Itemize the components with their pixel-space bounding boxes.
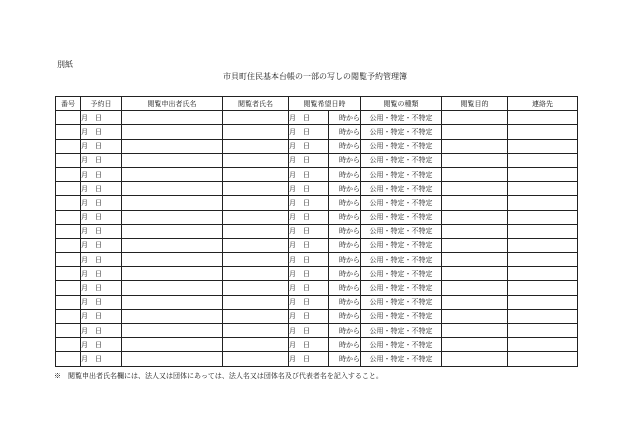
cell-contact [508, 253, 578, 267]
cell-number [56, 324, 81, 338]
column-header-viewing-type: 閲覧の種類 [361, 97, 442, 111]
cell-number [56, 309, 81, 323]
table-row [56, 111, 578, 125]
cell-purpose [442, 295, 508, 309]
cell-viewer-name [223, 210, 289, 224]
cell-viewing-type: 公用・特定・不特定 [361, 338, 442, 352]
cell-reservation-date: 月 日 [81, 324, 122, 338]
cell-number [56, 210, 81, 224]
cell-viewing-type: 公用・特定・不特定 [361, 295, 442, 309]
cell-visit-date: 月 日 [289, 224, 329, 238]
cell-number [56, 182, 81, 196]
cell-viewer-name [223, 338, 289, 352]
cell-reservation-date: 月 日 [81, 182, 122, 196]
cell-reservation-date: 月 日 [81, 196, 122, 210]
cell-applicant-name [122, 167, 223, 181]
column-header-desired-datetime: 閲覧希望日時 [289, 97, 361, 111]
cell-visit-date: 月 日 [289, 267, 329, 281]
cell-visit-time: 時から [329, 253, 361, 267]
cell-number [56, 267, 81, 281]
table-row [56, 338, 578, 352]
cell-purpose [442, 111, 508, 125]
cell-viewing-type: 公用・特定・不特定 [361, 210, 442, 224]
cell-contact [508, 182, 578, 196]
page-title: 市貝町住民基本台帳の一部の写しの閲覧予約管理簿 [223, 72, 407, 81]
column-header-purpose: 閲覧目的 [442, 97, 508, 111]
cell-purpose [442, 238, 508, 252]
cell-viewer-name [223, 196, 289, 210]
cell-applicant-name [122, 267, 223, 281]
cell-visit-date: 月 日 [289, 167, 329, 181]
cell-applicant-name [122, 295, 223, 309]
cell-reservation-date: 月 日 [81, 338, 122, 352]
table-row [56, 352, 578, 366]
table-row [56, 324, 578, 338]
cell-viewer-name [223, 167, 289, 181]
column-header-applicant-name: 閲覧申出者氏名 [122, 97, 223, 111]
cell-reservation-date: 月 日 [81, 210, 122, 224]
cell-visit-time: 時から [329, 196, 361, 210]
cell-purpose [442, 253, 508, 267]
column-header-number: 番号 [56, 97, 81, 111]
table-row [56, 210, 578, 224]
cell-viewing-type: 公用・特定・不特定 [361, 153, 442, 167]
cell-viewer-name [223, 111, 289, 125]
cell-contact [508, 267, 578, 281]
cell-contact [508, 324, 578, 338]
cell-number [56, 153, 81, 167]
cell-reservation-date: 月 日 [81, 238, 122, 252]
cell-applicant-name [122, 139, 223, 153]
cell-contact [508, 167, 578, 181]
cell-contact [508, 224, 578, 238]
cell-visit-time: 時から [329, 352, 361, 366]
cell-contact [508, 196, 578, 210]
column-header-reservation-date: 予約日 [81, 97, 122, 111]
cell-purpose [442, 125, 508, 139]
cell-contact [508, 309, 578, 323]
cell-applicant-name [122, 153, 223, 167]
cell-viewer-name [223, 267, 289, 281]
cell-visit-date: 月 日 [289, 125, 329, 139]
cell-viewer-name [223, 125, 289, 139]
cell-number [56, 238, 81, 252]
cell-viewer-name [223, 224, 289, 238]
column-header-contact: 連絡先 [508, 97, 578, 111]
cell-reservation-date: 月 日 [81, 253, 122, 267]
cell-applicant-name [122, 338, 223, 352]
cell-applicant-name [122, 224, 223, 238]
cell-viewing-type: 公用・特定・不特定 [361, 267, 442, 281]
cell-visit-time: 時から [329, 182, 361, 196]
cell-visit-time: 時から [329, 309, 361, 323]
table-row [56, 196, 578, 210]
table-row [56, 182, 578, 196]
table-row [56, 167, 578, 181]
cell-viewer-name [223, 238, 289, 252]
cell-purpose [442, 139, 508, 153]
cell-visit-date: 月 日 [289, 182, 329, 196]
cell-visit-date: 月 日 [289, 324, 329, 338]
cell-viewing-type: 公用・特定・不特定 [361, 238, 442, 252]
cell-applicant-name [122, 196, 223, 210]
cell-contact [508, 111, 578, 125]
cell-contact [508, 352, 578, 366]
cell-viewing-type: 公用・特定・不特定 [361, 324, 442, 338]
cell-reservation-date: 月 日 [81, 295, 122, 309]
cell-reservation-date: 月 日 [81, 352, 122, 366]
cell-visit-time: 時から [329, 111, 361, 125]
cell-viewing-type: 公用・特定・不特定 [361, 139, 442, 153]
cell-visit-time: 時から [329, 139, 361, 153]
cell-purpose [442, 224, 508, 238]
cell-purpose [442, 352, 508, 366]
cell-applicant-name [122, 324, 223, 338]
cell-purpose [442, 281, 508, 295]
cell-viewing-type: 公用・特定・不特定 [361, 352, 442, 366]
column-header-viewer-name: 閲覧者氏名 [223, 97, 289, 111]
cell-number [56, 224, 81, 238]
cell-visit-time: 時から [329, 125, 361, 139]
cell-contact [508, 281, 578, 295]
table-row [56, 281, 578, 295]
cell-contact [508, 210, 578, 224]
cell-number [56, 352, 81, 366]
cell-applicant-name [122, 352, 223, 366]
cell-visit-time: 時から [329, 281, 361, 295]
cell-purpose [442, 196, 508, 210]
cell-number [56, 253, 81, 267]
table-header-row [56, 97, 578, 111]
cell-visit-date: 月 日 [289, 352, 329, 366]
cell-applicant-name [122, 111, 223, 125]
cell-applicant-name [122, 253, 223, 267]
cell-reservation-date: 月 日 [81, 309, 122, 323]
cell-viewing-type: 公用・特定・不特定 [361, 281, 442, 295]
cell-visit-time: 時から [329, 238, 361, 252]
cell-visit-date: 月 日 [289, 210, 329, 224]
cell-viewing-type: 公用・特定・不特定 [361, 196, 442, 210]
cell-visit-time: 時から [329, 224, 361, 238]
table-row [56, 139, 578, 153]
cell-purpose [442, 182, 508, 196]
cell-visit-date: 月 日 [289, 196, 329, 210]
cell-visit-date: 月 日 [289, 153, 329, 167]
cell-viewer-name [223, 281, 289, 295]
cell-applicant-name [122, 238, 223, 252]
cell-reservation-date: 月 日 [81, 111, 122, 125]
reservation-ledger-table [55, 96, 578, 367]
cell-viewing-type: 公用・特定・不特定 [361, 167, 442, 181]
cell-viewer-name [223, 295, 289, 309]
cell-visit-date: 月 日 [289, 281, 329, 295]
cell-number [56, 338, 81, 352]
cell-purpose [442, 338, 508, 352]
cell-viewing-type: 公用・特定・不特定 [361, 224, 442, 238]
cell-purpose [442, 167, 508, 181]
cell-number [56, 167, 81, 181]
cell-purpose [442, 309, 508, 323]
cell-applicant-name [122, 281, 223, 295]
cell-viewer-name [223, 309, 289, 323]
cell-reservation-date: 月 日 [81, 224, 122, 238]
cell-number [56, 281, 81, 295]
cell-number [56, 125, 81, 139]
cell-visit-time: 時から [329, 338, 361, 352]
cell-viewer-name [223, 139, 289, 153]
cell-contact [508, 238, 578, 252]
cell-visit-time: 時から [329, 267, 361, 281]
cell-viewer-name [223, 352, 289, 366]
cell-reservation-date: 月 日 [81, 267, 122, 281]
cell-number [56, 295, 81, 309]
cell-viewing-type: 公用・特定・不特定 [361, 125, 442, 139]
cell-visit-date: 月 日 [289, 338, 329, 352]
cell-viewing-type: 公用・特定・不特定 [361, 182, 442, 196]
cell-viewer-name [223, 253, 289, 267]
cell-applicant-name [122, 210, 223, 224]
cell-visit-time: 時から [329, 295, 361, 309]
cell-visit-time: 時から [329, 324, 361, 338]
cell-applicant-name [122, 125, 223, 139]
cell-purpose [442, 210, 508, 224]
table-row [56, 309, 578, 323]
cell-visit-date: 月 日 [289, 295, 329, 309]
cell-reservation-date: 月 日 [81, 167, 122, 181]
cell-visit-date: 月 日 [289, 253, 329, 267]
cell-reservation-date: 月 日 [81, 139, 122, 153]
cell-visit-date: 月 日 [289, 139, 329, 153]
cell-viewing-type: 公用・特定・不特定 [361, 253, 442, 267]
cell-contact [508, 295, 578, 309]
cell-contact [508, 338, 578, 352]
cell-purpose [442, 153, 508, 167]
cell-purpose [442, 324, 508, 338]
table-row [56, 253, 578, 267]
cell-contact [508, 125, 578, 139]
cell-visit-time: 時から [329, 210, 361, 224]
cell-reservation-date: 月 日 [81, 153, 122, 167]
cell-visit-date: 月 日 [289, 238, 329, 252]
footnote: ※ 閲覧申出者氏名欄には、法人又は団体にあっては、法人名又は団体名及び代表者名を記入すること。 [54, 372, 383, 380]
cell-viewer-name [223, 324, 289, 338]
cell-viewer-name [223, 182, 289, 196]
cell-visit-time: 時から [329, 153, 361, 167]
table-row [56, 125, 578, 139]
table-row [56, 267, 578, 281]
cell-viewer-name [223, 153, 289, 167]
table-row [56, 224, 578, 238]
cell-reservation-date: 月 日 [81, 281, 122, 295]
table-row [56, 238, 578, 252]
cell-visit-time: 時から [329, 167, 361, 181]
cell-reservation-date: 月 日 [81, 125, 122, 139]
cell-applicant-name [122, 182, 223, 196]
cell-contact [508, 139, 578, 153]
cell-contact [508, 153, 578, 167]
cell-viewing-type: 公用・特定・不特定 [361, 309, 442, 323]
cell-number [56, 111, 81, 125]
cell-viewing-type: 公用・特定・不特定 [361, 111, 442, 125]
page-label: 別紙 [57, 60, 73, 69]
cell-visit-date: 月 日 [289, 111, 329, 125]
table-row [56, 295, 578, 309]
cell-number [56, 196, 81, 210]
cell-applicant-name [122, 309, 223, 323]
cell-visit-date: 月 日 [289, 309, 329, 323]
table-row [56, 153, 578, 167]
cell-number [56, 139, 81, 153]
cell-purpose [442, 267, 508, 281]
